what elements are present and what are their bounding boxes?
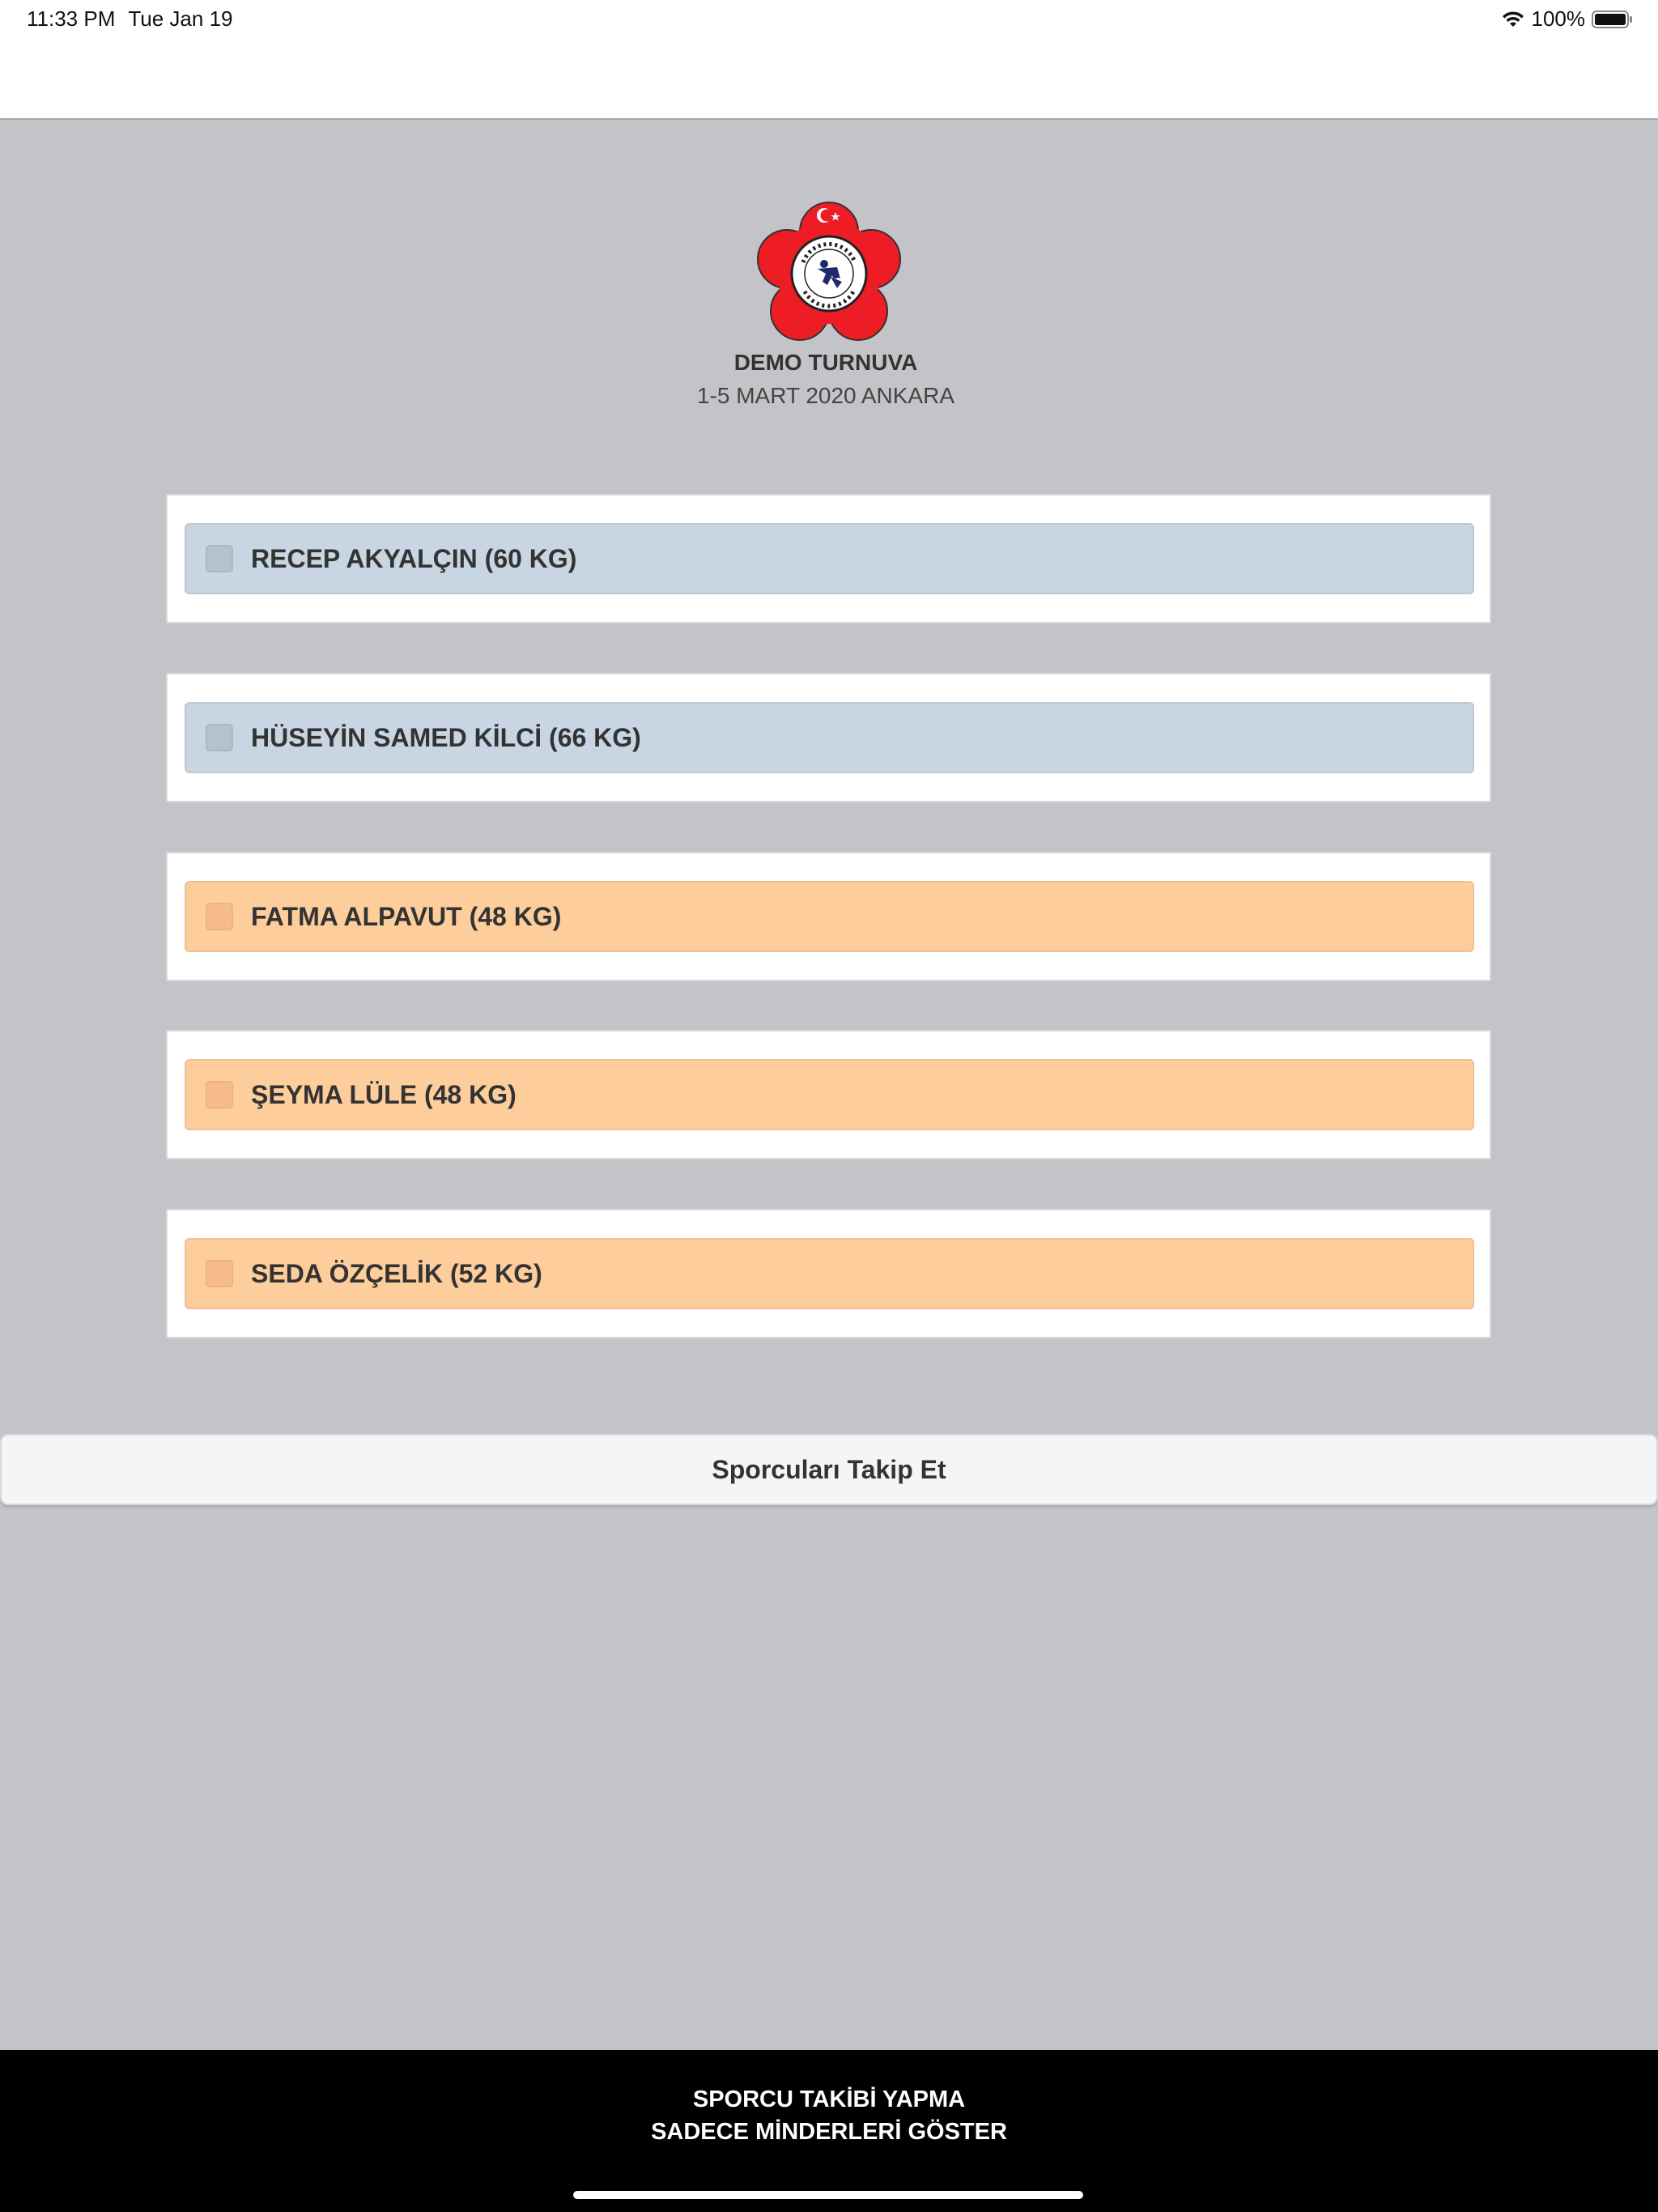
athlete-checkbox[interactable] [206,724,233,751]
athlete-checkbox[interactable] [206,545,233,572]
athlete-row-seda-ozcelik[interactable] [185,1238,1474,1309]
show-mats-only-button[interactable] [0,2050,1658,2181]
home-indicator[interactable] [573,2191,1083,2199]
event-subtitle: 1-5 MART 2020 ANKARA [696,383,954,408]
athlete-row-seyma-lule[interactable] [185,1059,1474,1130]
athlete-label: HÜSEYİN SAMED KİLCİ (66 KG) [251,722,641,752]
athlete-row-huseyin-samed-kilci[interactable] [185,702,1474,773]
event-title: DEMO TURNUVA [733,350,918,375]
athlete-checkbox[interactable] [206,1260,233,1287]
follow-athletes-button[interactable]: Sporcuları Takip Et [0,1434,1658,1505]
athlete-card [166,494,1491,623]
athlete-checkbox[interactable] [206,903,233,930]
status-time: 11:33 PM [27,6,116,31]
athlete-row-recep-akyalcin[interactable] [185,523,1474,594]
athlete-card [166,1209,1491,1338]
bottom-action-line-1: SPORCU TAKİBİ YAPMA [692,2087,966,2112]
athlete-label: FATMA ALPAVUT (48 KG) [251,901,562,931]
status-date: Tue Jan 19 [128,6,233,31]
athlete-label: SEDA ÖZÇELİK (52 KG) [251,1258,542,1288]
wifi-icon [1501,10,1525,29]
status-bar-time [27,6,232,32]
athlete-label: ŞEYMA LÜLE (48 KG) [251,1079,517,1109]
battery-percent: 100% [1531,6,1585,31]
bottom-action-bar [0,2050,1658,2212]
athlete-card [166,852,1491,981]
athlete-card [166,673,1491,802]
judo-federation-logo-icon [746,198,912,348]
bottom-action-line-2: SADECE MİNDERLERİ GÖSTER [651,2119,1007,2145]
athlete-card [166,1030,1491,1159]
athlete-checkbox[interactable] [206,1081,233,1108]
battery-icon [1592,10,1634,29]
status-bar-indicators [1501,6,1635,32]
athlete-label: RECEP AKYALÇIN (60 KG) [251,543,577,573]
athlete-row-fatma-alpavut[interactable] [185,881,1474,952]
top-navigation-bar [0,0,1658,120]
